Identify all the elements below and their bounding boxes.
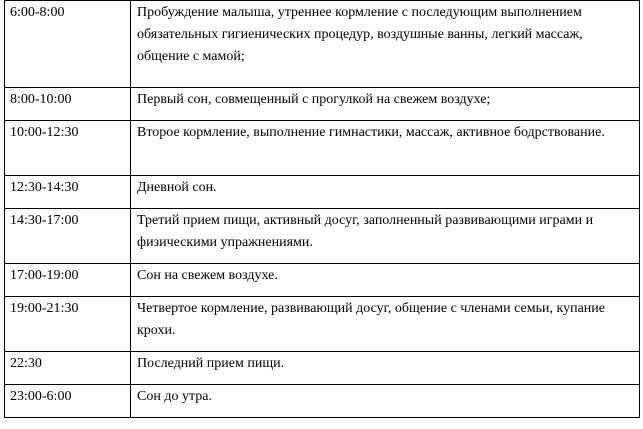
table-row (5, 88, 640, 121)
time-cell: 14:30-17:00 (5, 209, 131, 264)
table-row (5, 264, 640, 297)
time-cell: 12:30-14:30 (5, 176, 131, 209)
time-cell: 23:00-6:00 (5, 385, 131, 418)
table-row (5, 352, 640, 385)
activity-cell: Последний прием пищи. (131, 352, 640, 385)
table-row (5, 385, 640, 418)
schedule-table (4, 0, 640, 418)
table-row (5, 297, 640, 352)
table-row (5, 176, 640, 209)
activity-cell: Первый сон, совмещенный с прогулкой на свежем воздухе; (131, 88, 640, 121)
activity-cell: Сон до утра. (131, 385, 640, 418)
activity-cell: Сон на свежем воздухе. (131, 264, 640, 297)
activity-cell: Четвертое кормление, развивающий досуг, общение с членами семьи, купание крохи. (131, 297, 640, 352)
table-row (5, 209, 640, 264)
time-cell: 17:00-19:00 (5, 264, 131, 297)
activity-cell: Третий прием пищи, активный досуг, заполненный развивающими играми и физическими упражнениями. (131, 209, 640, 264)
time-cell: 10:00-12:30 (5, 121, 131, 176)
time-cell: 6:00-8:00 (5, 1, 131, 88)
time-cell: 8:00-10:00 (5, 88, 131, 121)
table-row (5, 1, 640, 88)
table-row (5, 121, 640, 176)
time-cell: 22:30 (5, 352, 131, 385)
activity-cell: Пробуждение малыша, утреннее кормление с последующим выполнением обязательных гигиенических процедур, воздушные ванны, легкий массаж, общение с мамой; (131, 1, 640, 88)
activity-cell: Дневной сон. (131, 176, 640, 209)
time-cell: 19:00-21:30 (5, 297, 131, 352)
activity-cell: Второе кормление, выполнение гимнастики, массаж, активное бодрствование. (131, 121, 640, 176)
